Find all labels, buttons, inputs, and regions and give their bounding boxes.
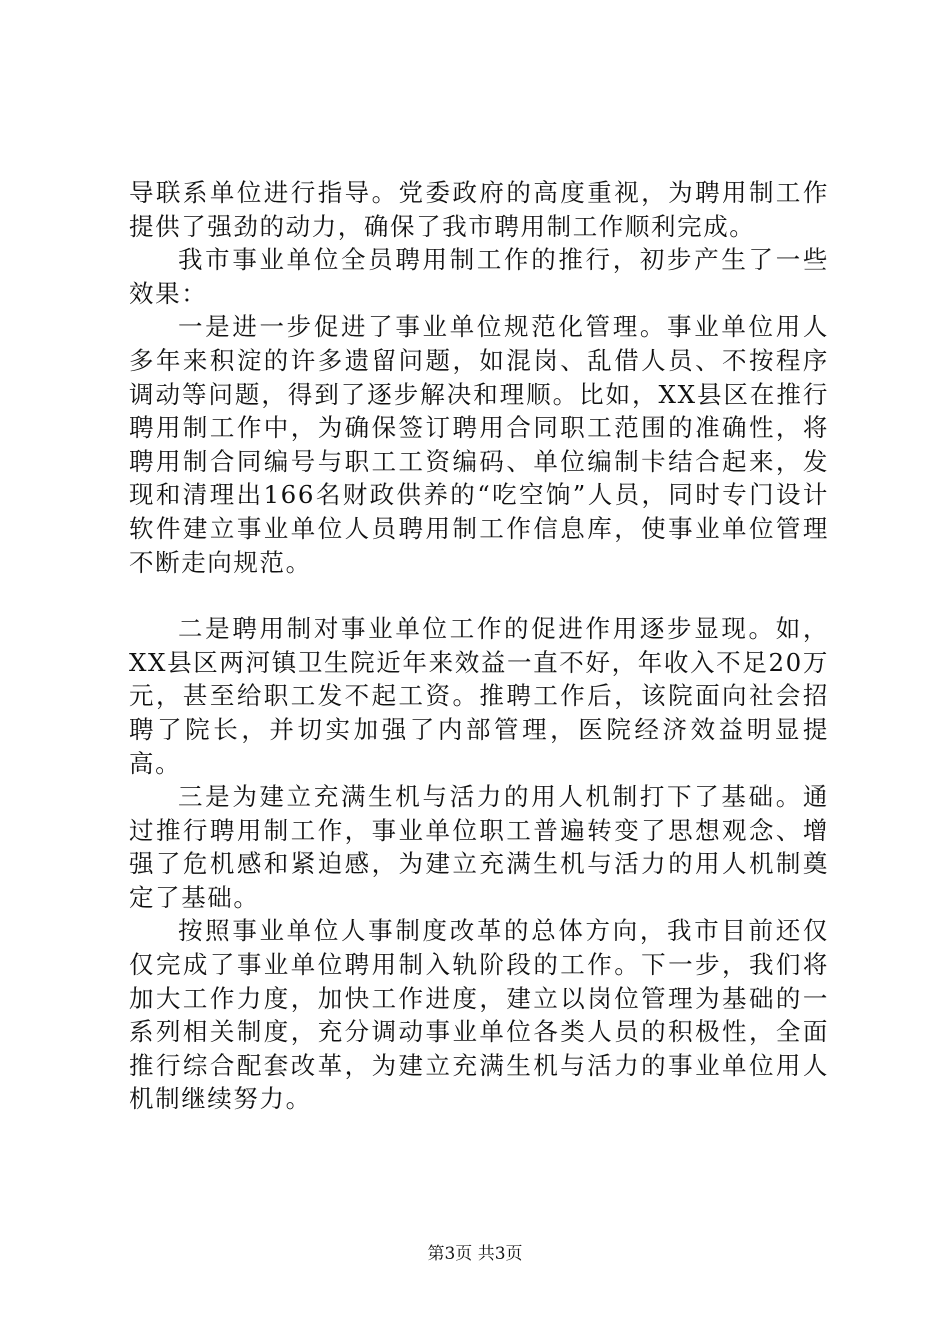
paragraph-effect-three: 三是为建立充满生机与活力的用人机制打下了基础。通过推行聘用制工作，事业单位职工普遍转变了思想观念、增强了危机感和紧迫感，为建立充满生机与活力的用人机制奠定了基础。 xyxy=(129,782,829,912)
paragraph-effects-intro: 我市事业单位全员聘用制工作的推行，初步产生了一些效果： xyxy=(129,245,829,308)
paragraph-effect-two: 二是聘用制对事业单位工作的促进作用逐步显现。如，XX县区两河镇卫生院近年来效益一直不好，年收入不足20万元，甚至给职工发不起工资。推聘工作后，该院面向社会招聘了院长，并切实加强了内部管理，医院经济效益明显提高。 xyxy=(129,614,829,778)
paragraph-effect-one: 一是进一步促进了事业单位规范化管理。事业单位用人多年来积淀的许多遗留问题，如混岗、乱借人员、不按程序调动等问题，得到了逐步解决和理顺。比如，XX县区在推行聘用制工作中，为确保签订聘用合同职工范围的准确性，将聘用制合同编号与职工工资编码、单位编制卡结合起来，发现和清理出166名财政供养的“吃空饷”人员，同时专门设计软件建立事业单位人员聘用制工作信息库，使事业单位管理不断走向规范。 xyxy=(129,312,829,577)
page-footer xyxy=(0,1244,950,1264)
page-number-indicator: 第3页 共3页 xyxy=(427,1244,523,1264)
paragraph-next-steps: 按照事业单位人事制度改革的总体方向，我市目前还仅仅完成了事业单位聘用制入轨阶段的工作。下一步，我们将加大工作力度，加快工作进度，建立以岗位管理为基础的一系列相关制度，充分调动事业单位各类人员的积极性，全面推行综合配套改革，为建立充满生机与活力的事业单位用人机制继续努力。 xyxy=(129,916,829,1114)
paragraph-continuation: 导联系单位进行指导。党委政府的高度重视，为聘用制工作提供了强劲的动力，确保了我市聘用制工作顺利完成。 xyxy=(129,178,829,241)
document-body xyxy=(129,176,829,1116)
